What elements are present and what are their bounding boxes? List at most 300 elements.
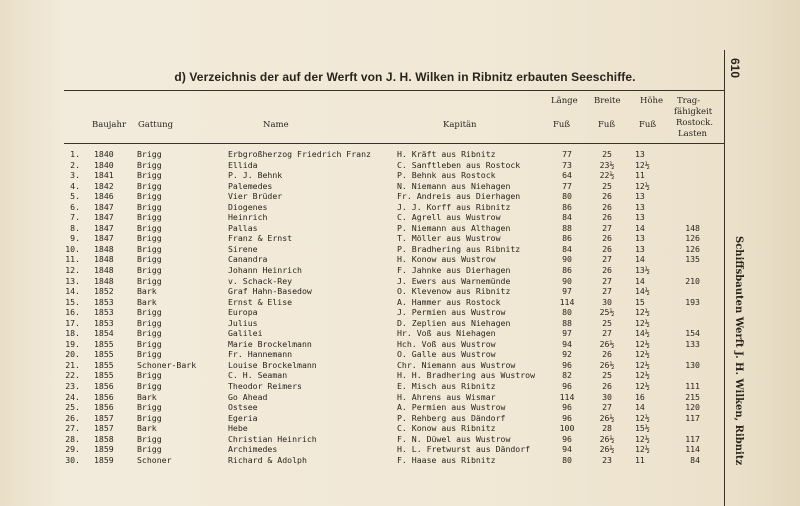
row-breite: 27 <box>602 254 612 265</box>
row-name: Fr. Hannemann <box>228 349 293 360</box>
row-tragfaehigkeit: 148 <box>685 222 700 233</box>
table-row <box>60 160 715 171</box>
row-name: Galilei <box>228 328 263 339</box>
row-kapitan: F. N. Düwel aus Wustrow <box>397 433 511 444</box>
row-hoehe: 12½ <box>635 338 650 349</box>
row-gattung: Brigg <box>137 180 162 191</box>
row-breite: 26½ <box>599 338 615 349</box>
row-breite: 22½ <box>599 170 615 181</box>
row-breite: 27 <box>602 286 612 297</box>
row-number: 19. <box>65 338 80 349</box>
vertical-rule <box>724 50 725 506</box>
row-gattung: Bark <box>137 423 157 434</box>
row-tragfaehigkeit: 130 <box>685 359 700 370</box>
row-name: Diogenes <box>228 201 268 212</box>
row-tragfaehigkeit: 154 <box>685 328 700 339</box>
header-trag-2: fähigkeit <box>674 107 713 117</box>
row-number: 22. <box>65 370 80 381</box>
row-name: Sirene <box>228 243 258 254</box>
row-breite: 26 <box>602 212 612 223</box>
row-kapitan: Fr. Andreis aus Dierhagen <box>397 191 521 202</box>
row-laenge: 90 <box>562 275 572 286</box>
row-laenge: 84 <box>562 243 572 254</box>
row-gattung: Brigg <box>137 254 162 265</box>
side-running-title: Schiffsbauten Werft J. H. Wilken, Ribnitz <box>733 236 744 466</box>
table-row <box>60 423 715 434</box>
row-hoehe: 14½ <box>635 286 650 297</box>
row-baujahr: 1853 <box>94 317 114 328</box>
row-baujahr: 1852 <box>94 286 114 297</box>
row-tragfaehigkeit: 210 <box>685 275 700 286</box>
row-baujahr: 1848 <box>94 265 114 276</box>
table-row <box>60 370 715 381</box>
row-number: 13. <box>65 275 80 286</box>
table-row <box>60 212 715 223</box>
row-name: P. J. Behnk <box>228 170 283 181</box>
row-kapitan: J. Ewers aus Warnemünde <box>397 275 511 286</box>
row-laenge: 97 <box>562 286 572 297</box>
row-gattung: Schoner-Bark <box>137 359 197 370</box>
row-kapitan: H. Ahrens aus Wismar <box>397 391 496 402</box>
row-laenge: 73 <box>562 159 572 170</box>
row-name: Archimedes <box>228 444 278 455</box>
row-breite: 28 <box>602 423 612 434</box>
row-gattung: Brigg <box>137 222 162 233</box>
row-tragfaehigkeit: 215 <box>685 391 700 402</box>
row-baujahr: 1847 <box>94 222 114 233</box>
row-number: 20. <box>65 349 80 360</box>
row-breite: 26½ <box>599 412 615 423</box>
row-gattung: Brigg <box>137 191 162 202</box>
row-number: 3. <box>70 170 80 181</box>
row-number: 23. <box>65 381 80 392</box>
row-name: Europa <box>228 307 258 318</box>
row-gattung: Bark <box>137 391 157 402</box>
table-row <box>60 265 715 276</box>
row-baujahr: 1846 <box>94 191 114 202</box>
row-baujahr: 1853 <box>94 296 114 307</box>
row-tragfaehigkeit: 126 <box>685 233 700 244</box>
row-name: C. H. Seaman <box>228 370 288 381</box>
row-laenge: 88 <box>562 317 572 328</box>
row-number: 25. <box>65 402 80 413</box>
page-number <box>724 58 746 98</box>
row-baujahr: 1842 <box>94 180 114 191</box>
row-kapitan: P. Behnk aus Rostock <box>397 170 496 181</box>
row-breite: 26 <box>602 243 612 254</box>
row-tragfaehigkeit: 84 <box>690 454 700 465</box>
row-baujahr: 1857 <box>94 412 114 423</box>
row-hoehe: 13 <box>635 201 645 212</box>
row-gattung: Bark <box>137 296 157 307</box>
row-breite: 27 <box>602 275 612 286</box>
row-name: Johann Heinrich <box>228 265 302 276</box>
row-name: Julius <box>228 317 258 328</box>
row-laenge: 96 <box>562 433 572 444</box>
row-hoehe: 14 <box>635 402 645 413</box>
row-name: Christian Heinrich <box>228 433 317 444</box>
row-hoehe: 13 <box>635 191 645 202</box>
title-rule <box>64 90 725 91</box>
row-gattung: Brigg <box>137 338 162 349</box>
row-number: 8. <box>70 222 80 233</box>
header-breite: Breite <box>594 96 621 106</box>
row-number: 7. <box>70 212 80 223</box>
row-laenge: 92 <box>562 349 572 360</box>
row-hoehe: 12½ <box>635 433 650 444</box>
row-hoehe: 13 <box>635 212 645 223</box>
row-number: 28. <box>65 433 80 444</box>
table-row <box>60 402 715 413</box>
row-gattung: Schoner <box>137 454 172 465</box>
row-hoehe: 14 <box>635 254 645 265</box>
row-laenge: 88 <box>562 222 572 233</box>
row-name: Franz & Ernst <box>228 233 293 244</box>
row-number: 30. <box>65 454 80 465</box>
row-laenge: 96 <box>562 402 572 413</box>
header-trag-4: Lasten <box>678 129 707 139</box>
row-name: Marie Brockelmann <box>228 338 312 349</box>
row-tragfaehigkeit: 126 <box>685 243 700 254</box>
row-number: 10. <box>65 243 80 254</box>
row-breite: 25 <box>602 180 612 191</box>
row-number: 6. <box>70 201 80 212</box>
row-kapitan: H. L. Fretwurst aus Dändorf <box>397 444 531 455</box>
row-hoehe: 12½ <box>635 180 650 191</box>
row-name: Ellida <box>228 159 258 170</box>
table-row <box>60 276 715 287</box>
row-hoehe: 12½ <box>635 370 650 381</box>
row-name: Theodor Reimers <box>228 381 302 392</box>
header-name: Name <box>263 120 289 130</box>
row-laenge: 114 <box>559 391 575 402</box>
table-row <box>60 149 715 160</box>
row-tragfaehigkeit: 133 <box>685 338 700 349</box>
row-name: Louise Brockelmann <box>228 359 317 370</box>
row-gattung: Brigg <box>137 212 162 223</box>
row-gattung: Brigg <box>137 159 162 170</box>
row-kapitan: O. Galle aus Wustrow <box>397 349 496 360</box>
row-number: 9. <box>70 233 80 244</box>
header-kapitan: Kapitän <box>443 120 477 130</box>
row-number: 29. <box>65 444 80 455</box>
row-kapitan: N. Niemann aus Niehagen <box>397 180 511 191</box>
row-gattung: Brigg <box>137 265 162 276</box>
header-hoehe: Höhe <box>640 96 664 106</box>
row-name: v. Schack-Rey <box>228 275 293 286</box>
row-kapitan: C. Konow aus Ribnitz <box>397 423 496 434</box>
row-breite: 26 <box>602 381 612 392</box>
row-baujahr: 1847 <box>94 212 114 223</box>
row-number: 12. <box>65 265 80 276</box>
table-row <box>60 455 715 466</box>
row-name: Heinrich <box>228 212 268 223</box>
row-hoehe: 15 <box>635 296 645 307</box>
row-name: Ostsee <box>228 402 258 413</box>
row-tragfaehigkeit: 117 <box>685 433 700 444</box>
row-breite: 23 <box>602 454 612 465</box>
row-baujahr: 1840 <box>94 149 114 159</box>
table-row <box>60 328 715 339</box>
row-gattung: Brigg <box>137 243 162 254</box>
table-row <box>60 318 715 329</box>
row-hoehe: 12½ <box>635 307 650 318</box>
table-row <box>60 223 715 234</box>
row-gattung: Brigg <box>137 328 162 339</box>
row-breite: 27 <box>602 222 612 233</box>
row-gattung: Brigg <box>137 349 162 360</box>
row-laenge: 82 <box>562 370 572 381</box>
row-breite: 27 <box>602 328 612 339</box>
row-breite: 30 <box>602 391 612 402</box>
row-number: 18. <box>65 328 80 339</box>
row-number: 14. <box>65 286 80 297</box>
table-row <box>60 191 715 202</box>
row-breite: 26 <box>602 191 612 202</box>
header-rule <box>64 143 725 144</box>
row-hoehe: 12½ <box>635 412 650 423</box>
row-baujahr: 1858 <box>94 433 114 444</box>
table-row <box>60 307 715 318</box>
row-baujahr: 1857 <box>94 423 114 434</box>
table-row <box>60 181 715 192</box>
row-hoehe: 12½ <box>635 359 650 370</box>
row-gattung: Bark <box>137 286 157 297</box>
row-number: 21. <box>65 359 80 370</box>
row-number: 5. <box>70 191 80 202</box>
row-gattung: Brigg <box>137 433 162 444</box>
row-kapitan: A. Hammer aus Rostock <box>397 296 501 307</box>
row-tragfaehigkeit: 135 <box>685 254 700 265</box>
row-baujahr: 1856 <box>94 402 114 413</box>
row-breite: 25½ <box>599 307 615 318</box>
row-breite: 26 <box>602 233 612 244</box>
row-baujahr: 1855 <box>94 338 114 349</box>
row-gattung: Brigg <box>137 275 162 286</box>
header-fuss-hoehe: Fuß <box>639 120 657 130</box>
row-hoehe: 12½ <box>635 381 650 392</box>
row-laenge: 86 <box>562 201 572 212</box>
row-number: 11. <box>65 254 80 265</box>
row-number: 24. <box>65 391 80 402</box>
row-kapitan: Chr. Niemann aus Wustrow <box>397 359 516 370</box>
row-hoehe: 14 <box>635 222 645 233</box>
row-breite: 27 <box>602 402 612 413</box>
row-name: Pallas <box>228 222 258 233</box>
row-laenge: 96 <box>562 412 572 423</box>
row-kapitan: J. J. Korff aus Ribnitz <box>397 201 511 212</box>
row-tragfaehigkeit: 117 <box>685 412 700 423</box>
row-hoehe: 13 <box>635 233 645 244</box>
table-row <box>60 392 715 403</box>
row-number: 1. <box>70 149 80 159</box>
row-breite: 25 <box>602 317 612 328</box>
table-row <box>60 202 715 213</box>
row-baujahr: 1855 <box>94 370 114 381</box>
row-hoehe: 12½ <box>635 317 650 328</box>
table-row <box>60 244 715 255</box>
row-number: 26. <box>65 412 80 423</box>
row-laenge: 96 <box>562 359 572 370</box>
row-breite: 26½ <box>599 359 615 370</box>
row-kapitan: C. Sanftleben aus Rostock <box>397 159 521 170</box>
table-row <box>60 444 715 455</box>
row-hoehe: 14½ <box>635 328 650 339</box>
row-kapitan: C. Agrell aus Wustrow <box>397 212 501 223</box>
table-row <box>60 233 715 244</box>
row-baujahr: 1854 <box>94 328 114 339</box>
row-baujahr: 1856 <box>94 381 114 392</box>
row-laenge: 96 <box>562 381 572 392</box>
row-baujahr: 1840 <box>94 159 114 170</box>
row-name: Egeria <box>228 412 258 423</box>
row-hoehe: 16 <box>635 391 645 402</box>
row-laenge: 86 <box>562 265 572 276</box>
row-kapitan: J. Permien aus Wustrow <box>397 307 506 318</box>
row-name: Vier Brüder <box>228 191 283 202</box>
row-number: 4. <box>70 180 80 191</box>
header-trag-3: Rostock. <box>676 118 714 128</box>
row-laenge: 94 <box>562 444 572 455</box>
row-hoehe: 13 <box>635 149 645 159</box>
row-baujahr: 1847 <box>94 233 114 244</box>
row-breite: 26½ <box>599 444 615 455</box>
row-hoehe: 14 <box>635 275 645 286</box>
table-row <box>60 381 715 392</box>
row-tragfaehigkeit: 114 <box>685 444 700 455</box>
row-baujahr: 1853 <box>94 307 114 318</box>
row-hoehe: 13 <box>635 243 645 254</box>
table-row <box>60 254 715 265</box>
row-gattung: Brigg <box>137 201 162 212</box>
row-laenge: 64 <box>562 170 572 181</box>
row-laenge: 97 <box>562 328 572 339</box>
row-kapitan: H. Kräft aus Ribnitz <box>397 149 496 159</box>
row-laenge: 80 <box>562 454 572 465</box>
row-hoehe: 15½ <box>635 423 650 434</box>
row-baujahr: 1856 <box>94 391 114 402</box>
row-number: 17. <box>65 317 80 328</box>
row-kapitan: O. Klevenow aus Ribnitz <box>397 286 511 297</box>
row-number: 16. <box>65 307 80 318</box>
row-laenge: 77 <box>562 180 572 191</box>
row-laenge: 94 <box>562 338 572 349</box>
row-kapitan: Hch. Voß aus Wustrow <box>397 338 496 349</box>
table-row <box>60 297 715 308</box>
row-gattung: Brigg <box>137 233 162 244</box>
row-laenge: 80 <box>562 191 572 202</box>
row-baujahr: 1848 <box>94 254 114 265</box>
row-baujahr: 1855 <box>94 359 114 370</box>
row-breite: 30 <box>602 296 612 307</box>
row-laenge: 114 <box>559 296 575 307</box>
row-laenge: 80 <box>562 307 572 318</box>
row-name: Ernst & Elise <box>228 296 293 307</box>
row-name: Richard & Adolph <box>228 454 307 465</box>
row-baujahr: 1855 <box>94 349 114 360</box>
row-kapitan: A. Permien aus Wustrow <box>397 402 506 413</box>
row-gattung: Brigg <box>137 317 162 328</box>
row-name: Hebe <box>228 423 248 434</box>
row-gattung: Brigg <box>137 370 162 381</box>
row-number: 27. <box>65 423 80 434</box>
row-breite: 25 <box>602 149 612 159</box>
row-laenge: 100 <box>559 423 575 434</box>
row-hoehe: 12½ <box>635 159 650 170</box>
row-kapitan: D. Zeplien aus Niehagen <box>397 317 511 328</box>
row-kapitan: P. Niemann aus Althagen <box>397 222 511 233</box>
row-number: 15. <box>65 296 80 307</box>
header-fuss-breite: Fuß <box>598 120 616 130</box>
row-baujahr: 1859 <box>94 454 114 465</box>
ship-table <box>60 149 715 465</box>
row-name: Go Ahead <box>228 391 268 402</box>
row-tragfaehigkeit: 120 <box>685 402 700 413</box>
row-breite: 26 <box>602 265 612 276</box>
header-laenge: Länge <box>551 96 578 106</box>
row-gattung: Brigg <box>137 412 162 423</box>
row-hoehe: 11 <box>635 454 645 465</box>
header-gattung: Gattung <box>138 120 174 130</box>
page-title: d) Verzeichnis der auf der Werft von J. H. Wilken in Ribnitz erbauten Seeschiffe. <box>174 70 636 84</box>
table-row <box>60 286 715 297</box>
row-gattung: Brigg <box>137 307 162 318</box>
row-tragfaehigkeit: 111 <box>685 381 700 392</box>
row-kapitan: F. Haase aus Ribnitz <box>397 454 496 465</box>
row-breite: 25 <box>602 370 612 381</box>
row-gattung: Brigg <box>137 381 162 392</box>
row-baujahr: 1848 <box>94 275 114 286</box>
row-hoehe: 13½ <box>635 265 650 276</box>
row-hoehe: 12½ <box>635 444 650 455</box>
row-laenge: 84 <box>562 212 572 223</box>
header-fuss-laenge: Fuß <box>553 120 571 130</box>
table-row <box>60 360 715 371</box>
row-breite: 26 <box>602 201 612 212</box>
row-kapitan: H. Konow aus Wustrow <box>397 254 496 265</box>
row-name: Erbgroßherzog Friedrich Franz <box>228 149 371 159</box>
row-kapitan: H. H. Bradhering aus Wustrow <box>397 370 536 381</box>
table-row <box>60 170 715 181</box>
header-baujahr: Baujahr <box>92 120 127 130</box>
row-baujahr: 1859 <box>94 444 114 455</box>
row-gattung: Brigg <box>137 444 162 455</box>
row-number: 2. <box>70 159 80 170</box>
row-name: Canandra <box>228 254 268 265</box>
row-breite: 26½ <box>599 433 615 444</box>
row-kapitan: P. Rehberg aus Dändorf <box>397 412 506 423</box>
table-row <box>60 413 715 424</box>
row-kapitan: E. Misch aus Ribnitz <box>397 381 496 392</box>
row-gattung: Brigg <box>137 170 162 181</box>
table-row <box>60 349 715 360</box>
row-breite: 26 <box>602 349 612 360</box>
row-kapitan: Hr. Voß aus Niehagen <box>397 328 496 339</box>
row-kapitan: T. Möller aus Wustrow <box>397 233 501 244</box>
row-gattung: Brigg <box>137 402 162 413</box>
page-number-text: 610 <box>728 58 742 79</box>
header-trag-1: Trag- <box>677 96 701 106</box>
row-name: Palemedes <box>228 180 273 191</box>
table-row <box>60 434 715 445</box>
row-kapitan: F. Jahnke aus Dierhagen <box>397 265 511 276</box>
row-tragfaehigkeit: 193 <box>685 296 700 307</box>
row-gattung: Brigg <box>137 149 162 159</box>
row-breite: 23½ <box>599 159 615 170</box>
row-baujahr: 1841 <box>94 170 114 181</box>
row-kapitan: P. Bradhering aus Ribnitz <box>397 243 521 254</box>
row-baujahr: 1847 <box>94 201 114 212</box>
